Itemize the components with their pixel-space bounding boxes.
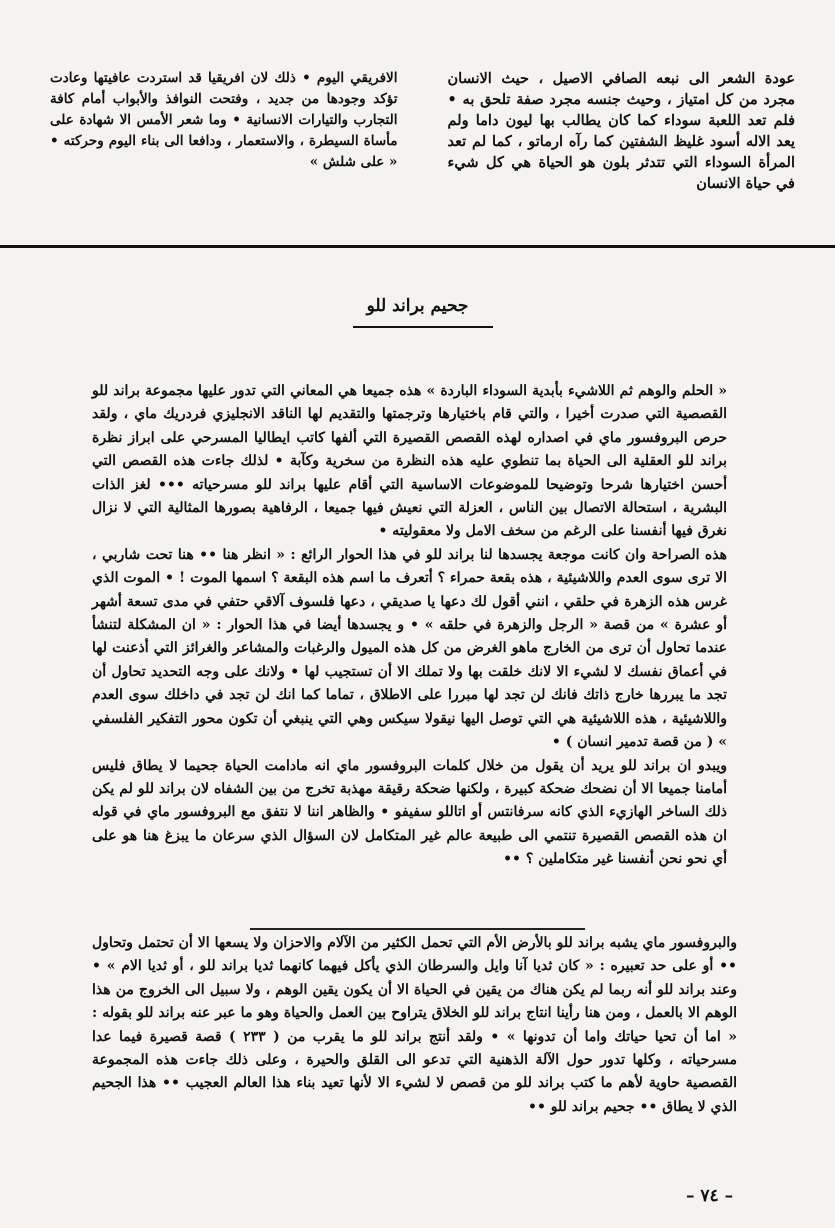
top-left-column [50,68,398,208]
body-paragraph: « الحلم والوهم ثم اللاشيء بأبدية السوداء الباردة » هذه جميعا هي المعاني التي تدور عليها مجموعة براند للو القصصية التي صدرت أخيرا ، والتي قام باختيارها وترجمتها والتقديم لها الناقد الانجليزي فردريك ماي ، ولقد حرص البروفسور ماي في اصداره لهذه القصص القصيرة التي ألفها كاتب ايطاليا المسرحي على ابراز نظرة براند للو العقلية الى الحياة بما تنطوي عليه هذه النظرة من سخرية وكآبة • لذلك جاءت هذه القصص التي أحسن اختيارها شرحا وتوضيحا للموضوعات الاساسية التي أقام عليها براند للو مسرحياته ••• لغز الذات البشرية ، استحالة الاتصال بين الناس ، العزلة التي نعيش فيها جميعا ، الرفاهية بصورها المثالية التي لا نزال نغرق فيها أنفسنا على الرغم من سخف الامل ولا معقوليته • [92,383,727,540]
article-body-closing [92,932,737,1119]
body-paragraph: هذه الصراحة وان كانت موجعة يجسدها لنا براند للو في هذا الحوار الرائع : « انظر هنا •• هنا تحت شاربي ، الا ترى سوى العدم واللاشيئية ، هذه بقعة حمراء ؟ أتعرف ما اسم هذه البقعة ؟ اسمها الموت ! • الموت الذي غرس هذه الزهرة في حلقي ، انني أقول لك دعها يا صديقي ، دعها فلسوف آلاقي حتفي في مدى تسعة أشهر أو عشرة » من قصة « الرجل والزهرة في حلقه » • و يجسدها أيضا في هذا الحوار : « ان المشكلة لتنشأ عندما تحاول أن ترى من الخارج ماهو الغرض من كل هذه الميول والرغبات والمشاعر والغرائز التي أذعنت لها في أعماق نفسك لا لشيء الا لانك خلقت بها ولا تملك الا أن تستجيب لها • ولانك على وجه التحديد تحاول أن تجد ما يبررها خارج ذاتك فانك لن تجد لها مبررا على الاطلاق ، تماما كما انك لن تجد في داخلك سوى العدم واللاشيئية ، هذه اللاشيئية هي التي توصل اليها نيقولا سيكس وهي التي ينبغي أن تكون محور التفكير الفلسفي » ( من قصة تدمير انسان ) • [92,546,727,751]
paragraph-divider-line [250,928,585,930]
article-title: جحيم براند للو [366,296,469,316]
top-continuation-columns [50,68,795,208]
top-left-column-text: الافريقي اليوم • ذلك لان افريقيا قد استردت عافيتها وعادت تؤكد وجودها من جديد ، وفتحت النوافذ والأبواب أمام كافة التجارب والتيارات الانسانية • وما شعر الأمس الا شهادة على مأساة السيطرة ، والاستعمار ، ودافعا الى بناء اليوم وحركته • « على شلش » [50,70,398,170]
top-right-column [448,68,796,208]
article-body-main [92,380,727,872]
page-number: – ٧٤ – [686,1186,734,1206]
top-right-column-text: عودة الشعر الى نبعه الصافي الاصيل ، حيث الانسان مجرد من كل امتياز ، وحيث جنسه مجرد صفة تلحق به • فلم تعد اللعبة سوداء كما كان يطالب بها ليون داما ولم يعد الاله أسود غليظ الشفتين كما رآه ارماتو ، كما لم تعد المرأة السوداء التي تتدثر بلون هو الحياة هي كل شيء في حياة الانسان [447,70,795,192]
body-paragraph: والبروفسور ماي يشبه براند للو بالأرض الأم التي تحمل الكثير من الآلام والاحزان ولا يسعها الا أن تحتمل وتحاول •• أو على حد تعبيره : « كان ثديا آنا وايل والسرطان الذي يأكل فيهما كانهما ثديا براند للو ، أو ثديا الام » • وعند براند للو أنه ربما لم يكن هناك من يقين في الحياة الا أن يكون يقين الوهم ، ولا سبيل الى الخروج من هذا الوهم الا بالعمل ، ومن هنا رأينا انتاج براند للو الخلاق يتراوح بين العمل والحياة وهو ما عبر عنه براند للو بقوله : « اما أن تحيا حياتك واما أن تدونها » • ولقد أنتج براند للو ما يقرب من ( ٢٣٣ ) قصة قصيرة فيما عدا مسرحياته ، وكلها تدور حول الآلة الذهنية التي تدعو الى القلق والحيرة ، وعلى ذلك جاءت هذه المجموعة القصصية حاوية لأهم ما كتب براند للو من قصص لا لشيء الا لأنها تعيد بناء هذا العالم العجيب •• هذا الجحيم الذي لا يطاق •• جحيم براند للو •• [92,935,737,1115]
title-underline [353,326,493,328]
section-divider-rule [0,245,835,248]
body-paragraph: ويبدو ان براند للو يريد أن يقول من خلال كلمات البروفسور ماي انه مادامت الحياة جحيما لا يطاق فليس أمامنا جميعا الا أن نضحك ضحكة كبيرة ، ولكنها ضحكة رقيقة مهذبة تخرج من بين الشفاه لان براند للو لم يكن ذلك الساخر الهازيء الذي كانه سرفانتس أو اتاللو سفيفو • والظاهر اننا لا نتفق مع البروفسور ماي في قوله ان هذه القصص القصيرة تنتمي الى طبيعة عالم غير المتكامل لان السؤال الذي سرعان ما يبزغ هنا هو على أي نحو نحن أنفسنا غير متكاملين ؟ •• [92,757,727,868]
